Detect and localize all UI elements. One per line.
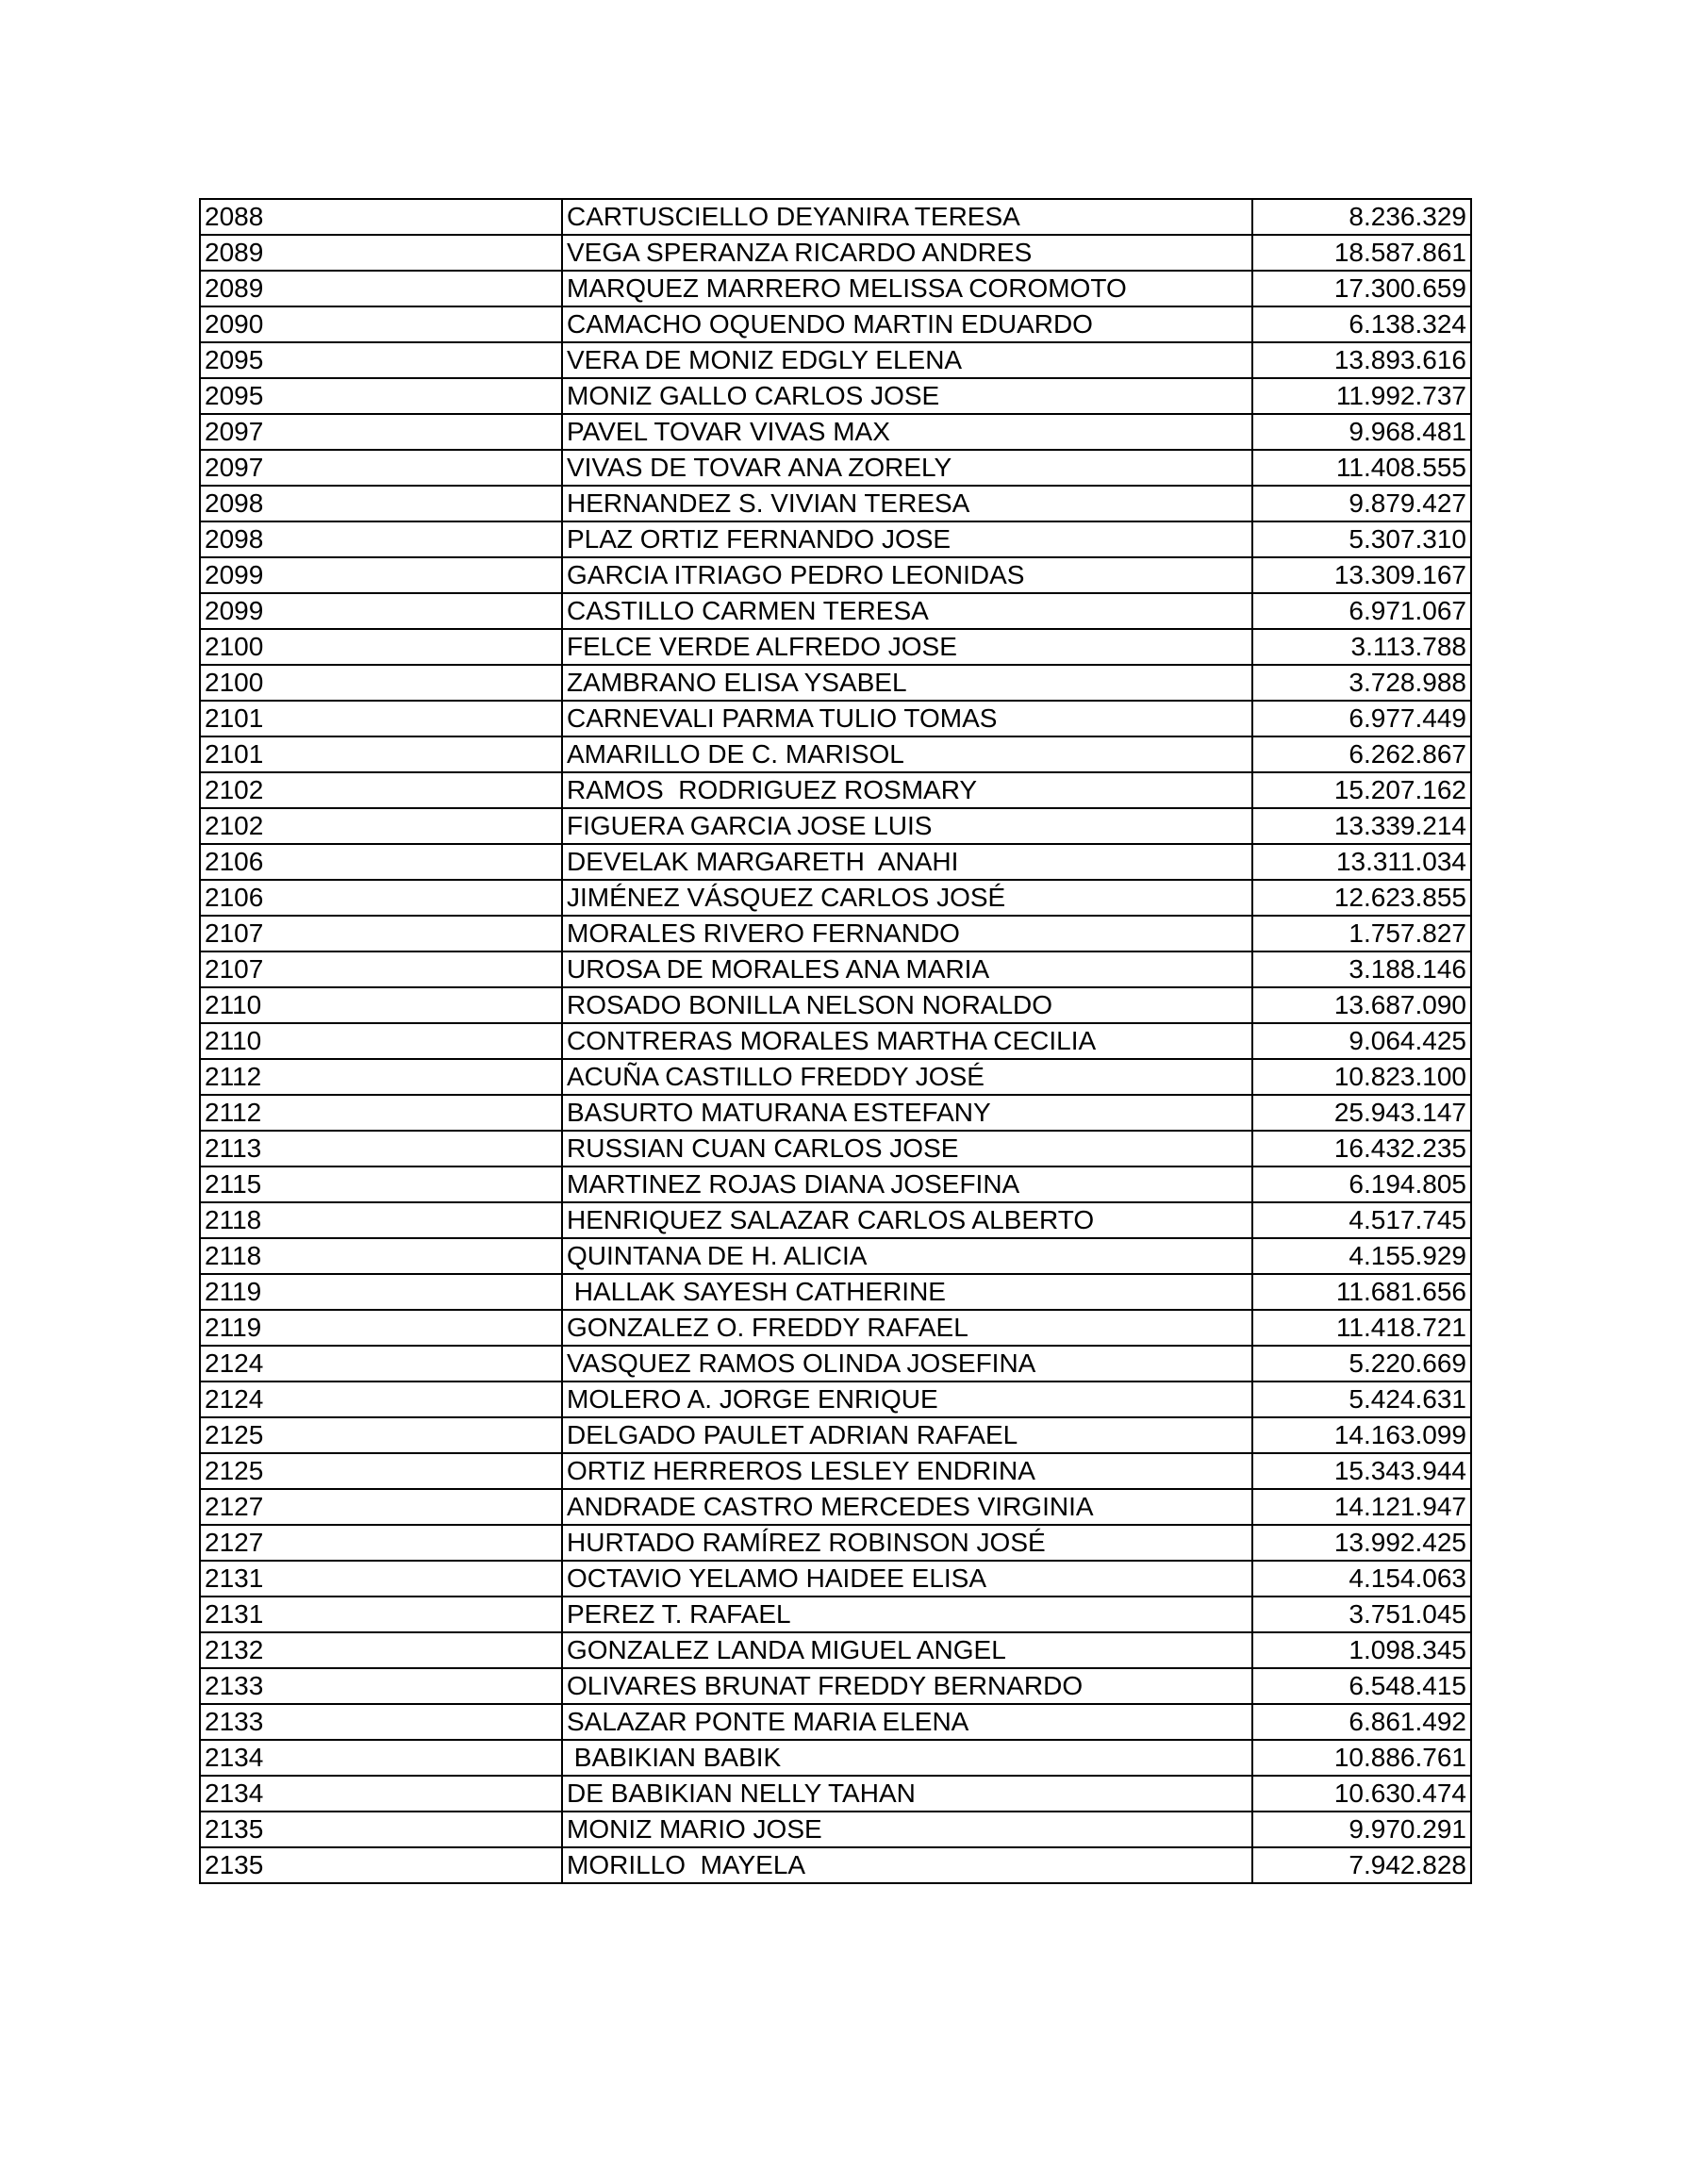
table-row	[200, 1812, 1471, 1847]
name-cell: VASQUEZ RAMOS OLINDA JOSEFINA	[562, 1346, 1252, 1382]
code-cell: 2118	[200, 1238, 562, 1274]
code-cell: 2133	[200, 1704, 562, 1740]
name-cell: SALAZAR PONTE MARIA ELENA	[562, 1704, 1252, 1740]
code-cell: 2095	[200, 378, 562, 414]
amount-cell: 13.992.425	[1252, 1525, 1471, 1561]
name-cell: VERA DE MONIZ EDGLY ELENA	[562, 342, 1252, 378]
table-row	[200, 1095, 1471, 1131]
amount-cell: 13.309.167	[1252, 557, 1471, 593]
code-cell: 2101	[200, 736, 562, 772]
table-row	[200, 1597, 1471, 1632]
table-row	[200, 1668, 1471, 1704]
name-cell: ORTIZ HERREROS LESLEY ENDRINA	[562, 1453, 1252, 1489]
amount-cell: 9.968.481	[1252, 414, 1471, 450]
code-cell: 2118	[200, 1202, 562, 1238]
code-cell: 2135	[200, 1812, 562, 1847]
code-cell: 2125	[200, 1453, 562, 1489]
table-row	[200, 1310, 1471, 1346]
amount-cell: 11.408.555	[1252, 450, 1471, 486]
name-cell: CONTRERAS MORALES MARTHA CECILIA	[562, 1023, 1252, 1059]
code-cell: 2101	[200, 701, 562, 736]
table-row	[200, 1023, 1471, 1059]
table-row	[200, 629, 1471, 665]
name-cell: OLIVARES BRUNAT FREDDY BERNARDO	[562, 1668, 1252, 1704]
code-cell: 2134	[200, 1740, 562, 1776]
table-row	[200, 593, 1471, 629]
table-row	[200, 951, 1471, 987]
amount-cell: 11.681.656	[1252, 1274, 1471, 1310]
table-row	[200, 378, 1471, 414]
amount-cell: 4.155.929	[1252, 1238, 1471, 1274]
code-cell: 2113	[200, 1131, 562, 1166]
amount-cell: 6.194.805	[1252, 1166, 1471, 1202]
table-row	[200, 772, 1471, 808]
name-cell: OCTAVIO YELAMO HAIDEE ELISA	[562, 1561, 1252, 1597]
amount-cell: 6.977.449	[1252, 701, 1471, 736]
table-row	[200, 450, 1471, 486]
code-cell: 2119	[200, 1310, 562, 1346]
code-cell: 2134	[200, 1776, 562, 1812]
code-cell: 2102	[200, 808, 562, 844]
amount-cell: 8.236.329	[1252, 199, 1471, 235]
table-row	[200, 1274, 1471, 1310]
table-row	[200, 1776, 1471, 1812]
amount-cell: 5.424.631	[1252, 1382, 1471, 1417]
name-cell: VEGA SPERANZA RICARDO ANDRES	[562, 235, 1252, 271]
name-cell: GARCIA ITRIAGO PEDRO LEONIDAS	[562, 557, 1252, 593]
amount-cell: 6.262.867	[1252, 736, 1471, 772]
code-cell: 2131	[200, 1561, 562, 1597]
amount-cell: 17.300.659	[1252, 271, 1471, 306]
name-cell: HERNANDEZ S. VIVIAN TERESA	[562, 486, 1252, 521]
amount-cell: 13.339.214	[1252, 808, 1471, 844]
table-row	[200, 916, 1471, 951]
code-cell: 2095	[200, 342, 562, 378]
code-cell: 2098	[200, 486, 562, 521]
amount-cell: 10.823.100	[1252, 1059, 1471, 1095]
amount-cell: 16.432.235	[1252, 1131, 1471, 1166]
amount-cell: 6.138.324	[1252, 306, 1471, 342]
name-cell: ACUÑA CASTILLO FREDDY JOSÉ	[562, 1059, 1252, 1095]
amount-cell: 15.207.162	[1252, 772, 1471, 808]
table-row	[200, 1453, 1471, 1489]
code-cell: 2097	[200, 414, 562, 450]
name-cell: DEVELAK MARGARETH ANAHI	[562, 844, 1252, 880]
table-row	[200, 1632, 1471, 1668]
code-cell: 2112	[200, 1059, 562, 1095]
name-cell: HURTADO RAMÍREZ ROBINSON JOSÉ	[562, 1525, 1252, 1561]
table-row	[200, 844, 1471, 880]
code-cell: 2131	[200, 1597, 562, 1632]
amount-cell: 13.893.616	[1252, 342, 1471, 378]
table-row	[200, 306, 1471, 342]
code-cell: 2119	[200, 1274, 562, 1310]
amount-cell: 13.311.034	[1252, 844, 1471, 880]
code-cell: 2125	[200, 1417, 562, 1453]
code-cell: 2115	[200, 1166, 562, 1202]
name-cell: GONZALEZ O. FREDDY RAFAEL	[562, 1310, 1252, 1346]
name-cell: CARNEVALI PARMA TULIO TOMAS	[562, 701, 1252, 736]
name-cell: FELCE VERDE ALFREDO JOSE	[562, 629, 1252, 665]
table-row	[200, 1525, 1471, 1561]
code-cell: 2106	[200, 844, 562, 880]
code-cell: 2107	[200, 951, 562, 987]
table-row	[200, 701, 1471, 736]
name-cell: CARTUSCIELLO DEYANIRA TERESA	[562, 199, 1252, 235]
name-cell: PEREZ T. RAFAEL	[562, 1597, 1252, 1632]
table-row	[200, 1740, 1471, 1776]
name-cell: GONZALEZ LANDA MIGUEL ANGEL	[562, 1632, 1252, 1668]
code-cell: 2110	[200, 987, 562, 1023]
amount-cell: 15.343.944	[1252, 1453, 1471, 1489]
table-row	[200, 1561, 1471, 1597]
name-cell: PLAZ ORTIZ FERNANDO JOSE	[562, 521, 1252, 557]
data-table	[199, 198, 1472, 1884]
table-row	[200, 987, 1471, 1023]
name-cell: VIVAS DE TOVAR ANA ZORELY	[562, 450, 1252, 486]
code-cell: 2124	[200, 1382, 562, 1417]
code-cell: 2090	[200, 306, 562, 342]
code-cell: 2089	[200, 235, 562, 271]
name-cell: PAVEL TOVAR VIVAS MAX	[562, 414, 1252, 450]
code-cell: 2100	[200, 629, 562, 665]
name-cell: ROSADO BONILLA NELSON NORALDO	[562, 987, 1252, 1023]
name-cell: MONIZ MARIO JOSE	[562, 1812, 1252, 1847]
name-cell: RAMOS RODRIGUEZ ROSMARY	[562, 772, 1252, 808]
code-cell: 2127	[200, 1525, 562, 1561]
amount-cell: 5.307.310	[1252, 521, 1471, 557]
name-cell: MORALES RIVERO FERNANDO	[562, 916, 1252, 951]
data-table-body	[200, 199, 1471, 1883]
name-cell: DELGADO PAULET ADRIAN RAFAEL	[562, 1417, 1252, 1453]
amount-cell: 4.517.745	[1252, 1202, 1471, 1238]
table-row	[200, 557, 1471, 593]
amount-cell: 7.942.828	[1252, 1847, 1471, 1883]
amount-cell: 25.943.147	[1252, 1095, 1471, 1131]
amount-cell: 14.121.947	[1252, 1489, 1471, 1525]
table-row	[200, 736, 1471, 772]
amount-cell: 6.861.492	[1252, 1704, 1471, 1740]
table-row	[200, 880, 1471, 916]
name-cell: JIMÉNEZ VÁSQUEZ CARLOS JOSÉ	[562, 880, 1252, 916]
code-cell: 2099	[200, 593, 562, 629]
amount-cell: 10.630.474	[1252, 1776, 1471, 1812]
amount-cell: 3.113.788	[1252, 629, 1471, 665]
name-cell: UROSA DE MORALES ANA MARIA	[562, 951, 1252, 987]
amount-cell: 12.623.855	[1252, 880, 1471, 916]
code-cell: 2135	[200, 1847, 562, 1883]
amount-cell: 9.879.427	[1252, 486, 1471, 521]
amount-cell: 10.886.761	[1252, 1740, 1471, 1776]
amount-cell: 6.548.415	[1252, 1668, 1471, 1704]
table-row	[200, 1417, 1471, 1453]
amount-cell: 18.587.861	[1252, 235, 1471, 271]
name-cell: QUINTANA DE H. ALICIA	[562, 1238, 1252, 1274]
amount-cell: 3.728.988	[1252, 665, 1471, 701]
code-cell: 2112	[200, 1095, 562, 1131]
amount-cell: 11.418.721	[1252, 1310, 1471, 1346]
table-row	[200, 342, 1471, 378]
name-cell: FIGUERA GARCIA JOSE LUIS	[562, 808, 1252, 844]
amount-cell: 9.064.425	[1252, 1023, 1471, 1059]
table-row	[200, 1847, 1471, 1883]
name-cell: MARTINEZ ROJAS DIANA JOSEFINA	[562, 1166, 1252, 1202]
table-row	[200, 1059, 1471, 1095]
name-cell: CASTILLO CARMEN TERESA	[562, 593, 1252, 629]
amount-cell: 14.163.099	[1252, 1417, 1471, 1453]
name-cell: MARQUEZ MARRERO MELISSA COROMOTO	[562, 271, 1252, 306]
amount-cell: 5.220.669	[1252, 1346, 1471, 1382]
code-cell: 2097	[200, 450, 562, 486]
table-row	[200, 235, 1471, 271]
amount-cell: 3.188.146	[1252, 951, 1471, 987]
table-row	[200, 808, 1471, 844]
table-row	[200, 1166, 1471, 1202]
code-cell: 2106	[200, 880, 562, 916]
code-cell: 2102	[200, 772, 562, 808]
table-row	[200, 486, 1471, 521]
table-row	[200, 1202, 1471, 1238]
name-cell: ANDRADE CASTRO MERCEDES VIRGINIA	[562, 1489, 1252, 1525]
code-cell: 2107	[200, 916, 562, 951]
code-cell: 2088	[200, 199, 562, 235]
amount-cell: 13.687.090	[1252, 987, 1471, 1023]
name-cell: BASURTO MATURANA ESTEFANY	[562, 1095, 1252, 1131]
table-row	[200, 199, 1471, 235]
table-row	[200, 1704, 1471, 1740]
code-cell: 2100	[200, 665, 562, 701]
code-cell: 2110	[200, 1023, 562, 1059]
code-cell: 2098	[200, 521, 562, 557]
name-cell: MORILLO MAYELA	[562, 1847, 1252, 1883]
name-cell: AMARILLO DE C. MARISOL	[562, 736, 1252, 772]
amount-cell: 9.970.291	[1252, 1812, 1471, 1847]
name-cell: MONIZ GALLO CARLOS JOSE	[562, 378, 1252, 414]
code-cell: 2132	[200, 1632, 562, 1668]
code-cell: 2099	[200, 557, 562, 593]
code-cell: 2124	[200, 1346, 562, 1382]
table-row	[200, 1382, 1471, 1417]
table-row	[200, 521, 1471, 557]
amount-cell: 1.098.345	[1252, 1632, 1471, 1668]
table-row	[200, 1346, 1471, 1382]
amount-cell: 1.757.827	[1252, 916, 1471, 951]
code-cell: 2133	[200, 1668, 562, 1704]
code-cell: 2089	[200, 271, 562, 306]
name-cell: HENRIQUEZ SALAZAR CARLOS ALBERTO	[562, 1202, 1252, 1238]
amount-cell: 4.154.063	[1252, 1561, 1471, 1597]
name-cell: CAMACHO OQUENDO MARTIN EDUARDO	[562, 306, 1252, 342]
name-cell: HALLAK SAYESH CATHERINE	[562, 1274, 1252, 1310]
table-row	[200, 414, 1471, 450]
amount-cell: 11.992.737	[1252, 378, 1471, 414]
amount-cell: 3.751.045	[1252, 1597, 1471, 1632]
table-row	[200, 1489, 1471, 1525]
table-row	[200, 665, 1471, 701]
table-row	[200, 1238, 1471, 1274]
name-cell: BABIKIAN BABIK	[562, 1740, 1252, 1776]
table-row	[200, 271, 1471, 306]
name-cell: RUSSIAN CUAN CARLOS JOSE	[562, 1131, 1252, 1166]
name-cell: DE BABIKIAN NELLY TAHAN	[562, 1776, 1252, 1812]
name-cell: MOLERO A. JORGE ENRIQUE	[562, 1382, 1252, 1417]
name-cell: ZAMBRANO ELISA YSABEL	[562, 665, 1252, 701]
code-cell: 2127	[200, 1489, 562, 1525]
table-row	[200, 1131, 1471, 1166]
amount-cell: 6.971.067	[1252, 593, 1471, 629]
